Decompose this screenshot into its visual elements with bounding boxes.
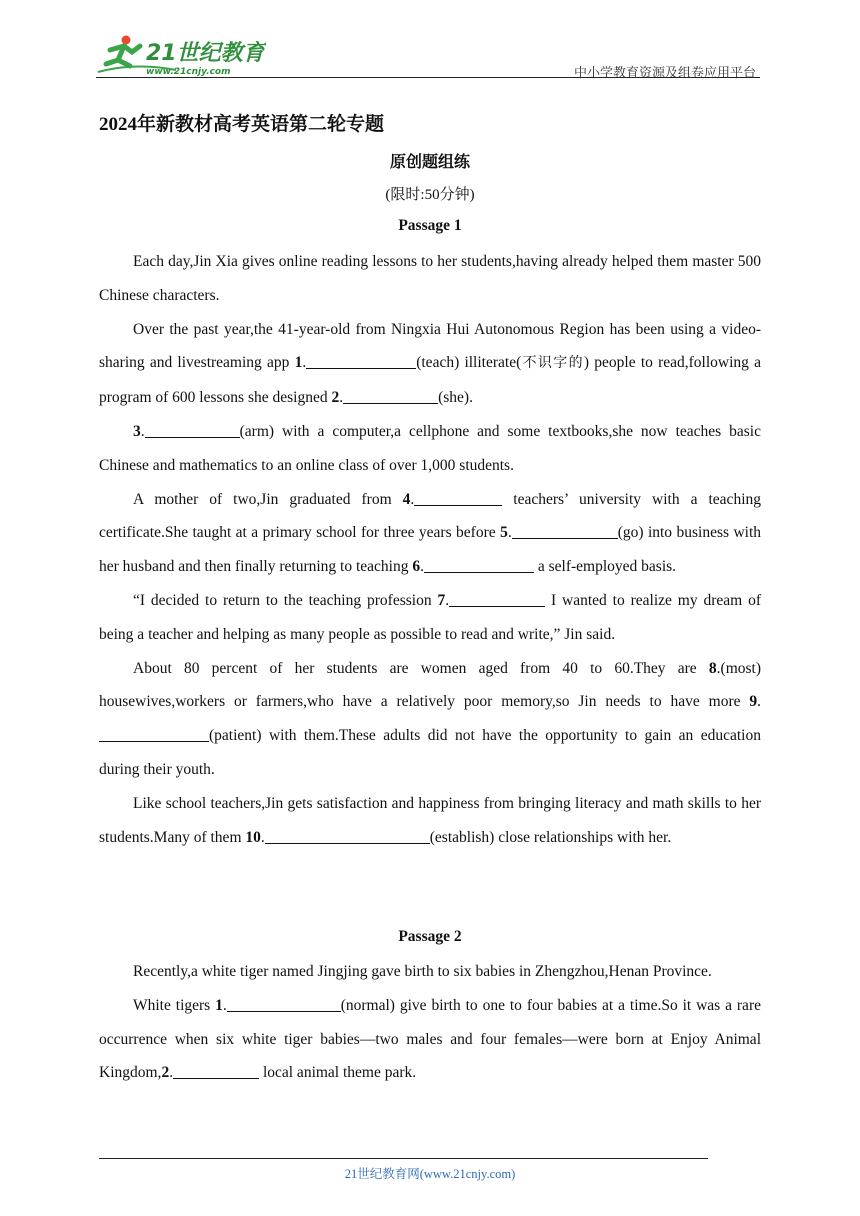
question-number: 6 <box>412 558 421 576</box>
footer-divider <box>99 1158 708 1159</box>
logo-url: www.21cnjy.com <box>146 67 231 76</box>
passage-2-paragraph-2: White tigers 1. (normal) give birth to one to four babies at a time.So it was a rare occurrence when six white tiger babies—two males and four females—were born at Enjoy Animal Kingdom,2. local animal theme park. <box>99 996 761 1082</box>
question-number: 7 <box>437 591 446 609</box>
answer-blank[interactable] <box>343 388 438 405</box>
passage-1-paragraph-7: Like school teachers,Jin gets satisfaction and happiness from bringing literacy and math skills to her students.Many of them 10. (establish) close relationships with her. <box>99 794 761 846</box>
passage-1-paragraph-6: About 80 percent of her students are women aged from 40 to 60.They are 8.(most) housewives,workers or farmers,who have a relatively poor memory,so Jin needs to have more 9.(patient) with them.These adults did not have the opportunity to gain an education during their youth. <box>99 659 761 778</box>
question-number: 3 <box>133 422 141 440</box>
passage-1-paragraph-4: A mother of two,Jin graduated from 4. teachers’ university with a teaching certificate.She taught at a primary school for three years before 5. (go) into business with her husband and then finally returning to teaching 6. a self-employed basis. <box>99 490 762 576</box>
answer-blank[interactable] <box>414 489 502 506</box>
passage-1-paragraph-3: 3. (arm) with a computer,a cellphone and some textbooks,she now teaches basic Chinese and mathematics to an online class of over 1,000 students. <box>99 422 761 474</box>
question-number: 2 <box>161 1064 170 1082</box>
answer-blank[interactable] <box>424 557 534 574</box>
question-number: 2 <box>331 389 340 407</box>
passage-1-body <box>99 245 761 854</box>
answer-blank[interactable] <box>306 353 416 370</box>
question-number: 8 <box>708 659 717 677</box>
answer-blank[interactable] <box>99 726 209 743</box>
passage-2-heading: Passage 2 <box>398 928 462 945</box>
passage-1-paragraph-5: “I decided to return to the teaching profession 7. I wanted to realize my dream of being a teacher and helping as many people as possible to read and write,” Jin said. <box>99 591 761 643</box>
question-number: 5 <box>500 524 508 542</box>
time-limit: (限时:50分钟) <box>385 187 475 203</box>
answer-blank[interactable] <box>173 1063 259 1080</box>
passage-2-body <box>99 955 761 1090</box>
answer-blank[interactable] <box>512 523 618 540</box>
answer-blank[interactable] <box>449 590 545 607</box>
footer-link[interactable]: 21世纪教育网(www.21cnjy.com) <box>344 1167 516 1181</box>
page-header <box>96 32 760 81</box>
question-number: 10 <box>245 828 261 846</box>
header-divider <box>96 77 760 78</box>
answer-blank[interactable] <box>145 421 240 438</box>
header-slogan: 中小学教育资源及组卷应用平台 <box>573 66 756 81</box>
answer-blank[interactable] <box>227 995 341 1012</box>
question-number: 9 <box>749 693 758 711</box>
document-subtitle: 原创题组练 <box>389 154 470 171</box>
site-logo[interactable] <box>96 32 266 76</box>
passage-1-paragraph-1: Each day,Jin Xia gives online reading lessons to her students,having already helped them master 500 Chinese characters. <box>99 253 761 304</box>
passage-2-paragraph-1: Recently,a white tiger named Jingjing gave birth to six babies in Zhengzhou,Henan Province. <box>133 963 712 980</box>
runner-logo-icon <box>96 32 266 76</box>
answer-blank[interactable] <box>265 827 430 844</box>
question-number: 1 <box>294 354 303 372</box>
document-title: 2024年新教材高考英语第二轮专题 <box>99 114 385 135</box>
question-number: 1 <box>215 996 223 1014</box>
passage-1-heading: Passage 1 <box>398 217 462 234</box>
passage-1-paragraph-2: Over the past year,the 41-year-old from Ningxia Hui Autonomous Region has been using a video-sharing and livestreaming app 1. (teach) illiterate(不识字的) people to read,following a program of 600 lessons she designed 2. (she). <box>99 320 761 407</box>
logo-text: 21世纪教育 <box>146 41 265 66</box>
question-number: 4 <box>402 490 411 508</box>
